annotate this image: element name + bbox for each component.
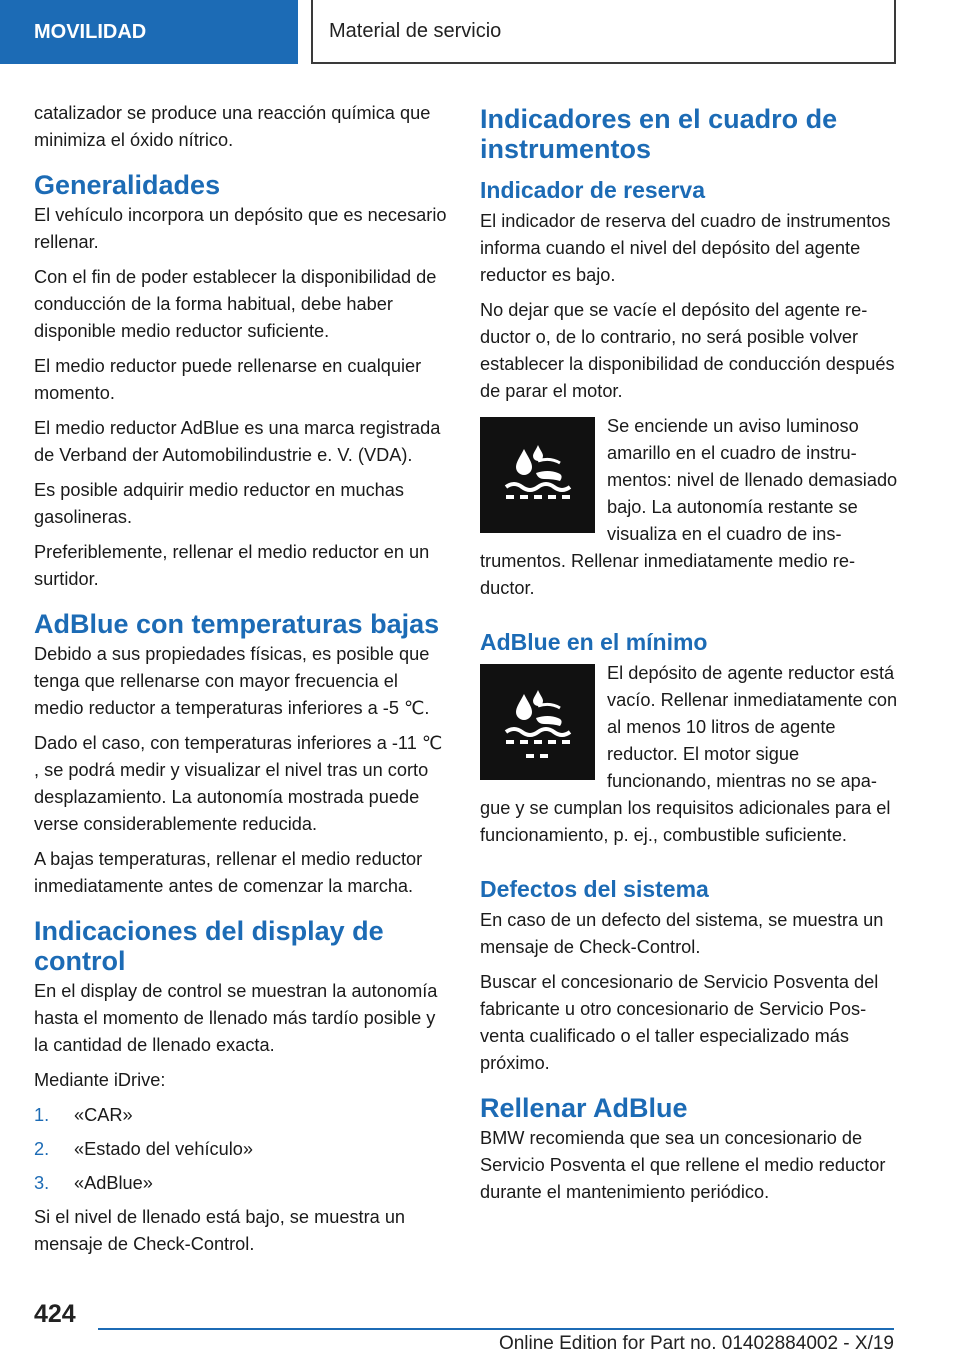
paragraph: El medio reductor puede rellenarse en cualquier momento. <box>34 356 422 403</box>
heading-adblue-bajas: AdBlue con temperaturas bajas <box>34 609 440 639</box>
paragraph: En el display de control se muestran la autonomía hasta el momento de llenado más tardío posible y la cantidad de llenado exacta. <box>34 981 438 1055</box>
heading-indicaciones-display: Indicaciones del display de control <box>34 916 384 976</box>
paragraph: A bajas temperaturas, rellenar el medio reductor inmediatamente antes de comenzar la marcha. <box>34 849 423 896</box>
step-text: «AdBlue» <box>74 1173 153 1193</box>
paragraph: Si el nivel de llenado está bajo, se muestra un mensaje de Check-Control. <box>34 1207 406 1254</box>
paragraph: BMW recomienda que sea un concesionario de Servicio Posventa el que rellene el medio reductor durante el mantenimiento periódico. <box>480 1128 886 1202</box>
paragraph: El indicador de reserva del cuadro de instrumentos informa cuando el nivel del depósito del agente reductor es bajo. <box>480 211 891 285</box>
step-number: 3. <box>34 1173 50 1193</box>
paragraph: No dejar que se vacíe el depósito del agente reductor o, de lo contrario, no será posible volver establecer la disponibilidad de conducción después de parar el motor. <box>480 300 895 401</box>
header-subsection <box>311 0 896 64</box>
adblue-empty-warning-icon <box>480 664 595 780</box>
paragraph: Preferiblemente, rellenar el medio reductor en un surtidor. <box>34 542 430 589</box>
paragraph-intro: catalizador se produce una reacción química que minimiza el óxido nítrico. <box>34 103 431 150</box>
heading-defectos-sistema: Defectos del sistema <box>480 876 709 902</box>
heading-indicador-reserva: Indicador de reserva <box>480 177 705 203</box>
step-text: «CAR» <box>74 1105 133 1125</box>
footer-divider <box>98 1328 894 1330</box>
header-subsection-label: Material de servicio <box>329 19 502 42</box>
paragraph: Mediante iDrive: <box>34 1070 166 1090</box>
header-section-label: MOVILIDAD <box>34 20 147 43</box>
step-text: «Estado del vehículo» <box>74 1139 253 1159</box>
paragraph: Es posible adquirir medio reductor en muchas gasolineras. <box>34 480 405 527</box>
list-item <box>34 1136 448 1163</box>
footer-edition: Online Edition for Part no. 01402884002 - X/19 <box>498 1333 894 1354</box>
list-item <box>34 1102 448 1129</box>
paragraph: El depósito de agente reductor está vacío. Rellenar inmediatamente con al menos 10 litros de agente reductor. El motor sigue funcionando, mientras no se apague y se cumplan los requisitos adicionales para el funcionamiento, p. ej., combustible suficiente. <box>480 663 898 845</box>
heading-rellenar-adblue: Rellenar AdBlue <box>480 1093 688 1123</box>
heading-adblue-minimo: AdBlue en el mínimo <box>480 629 708 655</box>
step-number: 2. <box>34 1139 50 1159</box>
paragraph: Se enciende un aviso luminoso amarillo en el cuadro de instrumentos: nivel de llenado demasiado bajo. La autonomía restante se visualiza en el cuadro de instrumentos. Rellenar inmediatamente medio reductor. <box>480 416 898 598</box>
step-number: 1. <box>34 1105 50 1125</box>
heading-generalidades: Generalidades <box>34 170 221 200</box>
right-column <box>480 100 898 1214</box>
paragraph: El medio reductor AdBlue es una marca registrada de Verband der Automobilindustrie e. V. (VDA). <box>34 418 441 465</box>
list-item <box>34 1170 448 1197</box>
idrive-steps <box>34 1102 448 1197</box>
paragraph: Debido a sus propiedades físicas, es posible que tenga que rellenarse con mayor frecuencia el medio reductor a temperaturas inferiores a -5 ℃. <box>34 644 430 718</box>
header-section <box>0 0 298 64</box>
paragraph: Con el fin de poder establecer la disponibilidad de conducción de la forma habitual, debe haber disponible medio reductor suficiente. <box>34 267 437 341</box>
paragraph: El vehículo incorpora un depósito que es necesario rellenar. <box>34 205 447 252</box>
adblue-reserve-warning-icon <box>480 417 595 533</box>
left-column <box>34 100 448 1266</box>
paragraph: Dado el caso, con temperaturas inferiores a -11 ℃ , se podrá medir y visualizar el nivel tras un corto desplazamiento. La autonomía mostrada puede verse considerablemente reducida. <box>34 733 443 834</box>
paragraph: En caso de un defecto del sistema, se muestra un mensaje de Check-Control. <box>480 910 884 957</box>
heading-indicadores: Indicadores en el cuadro de instrumentos <box>480 104 838 164</box>
page-number: 424 <box>34 1300 76 1328</box>
paragraph: Buscar el concesionario de Servicio Posventa del fabricante u otro concesionario de Servicio Posventa cualificado o el taller especializado más próximo. <box>480 972 879 1073</box>
